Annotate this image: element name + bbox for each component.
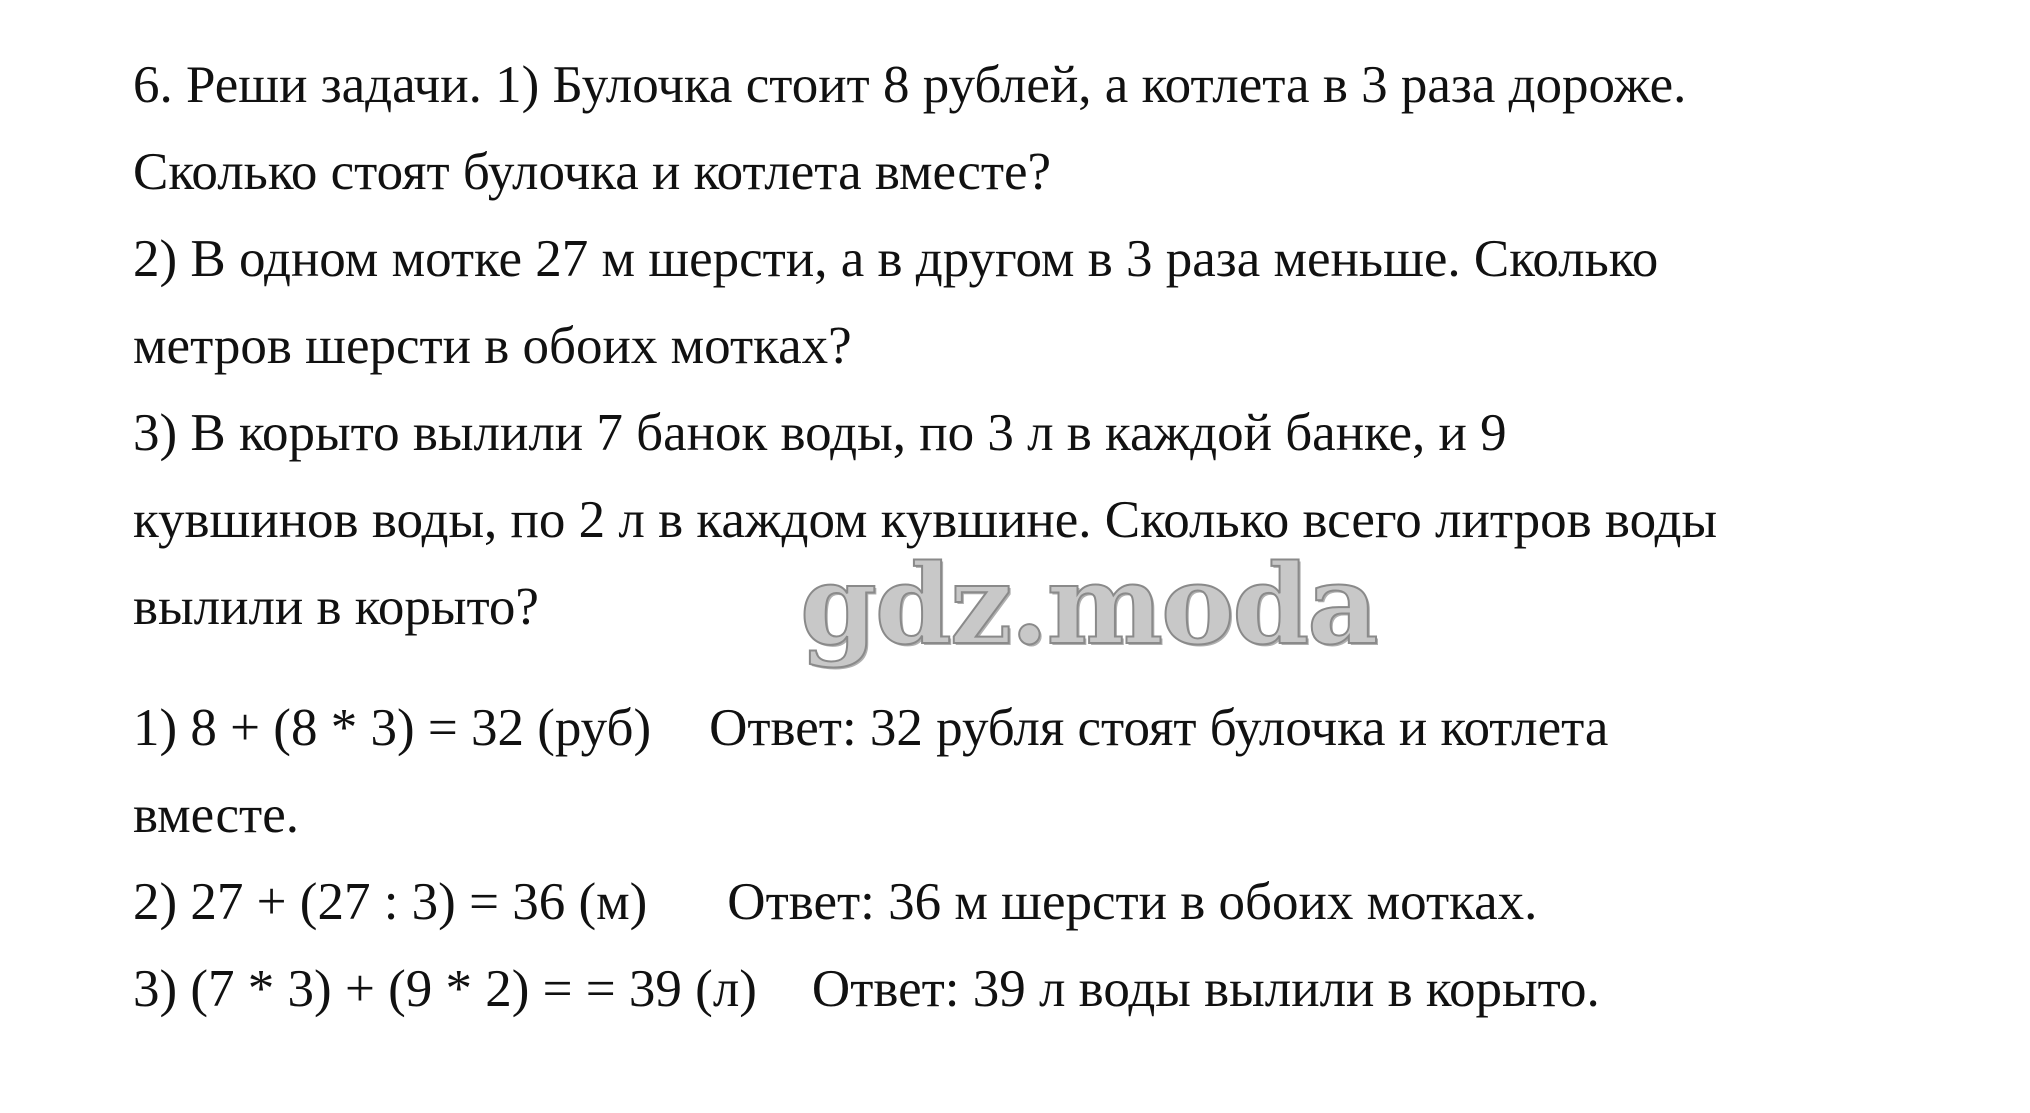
task-line-6: кувшинов воды, по 2 л в каждом кувшине. Сколько всего литров воды — [133, 491, 1718, 549]
solution-1-continuation: вместе. — [133, 786, 299, 844]
task-line-7: вылили в корыто? — [133, 578, 539, 636]
solution-3-expression: 3) (7 * 3) + (9 * 2) = = 39 (л) — [133, 960, 757, 1018]
task-line-2: Сколько стоят булочка и котлета вместе? — [133, 143, 1052, 201]
solution-3-line — [133, 959, 1600, 1019]
solution-2-expression: 2) 27 + (27 : 3) = 36 (м) — [133, 873, 648, 931]
solution-2-answer: Ответ: 36 м шерсти в обоих мотках. — [727, 873, 1538, 931]
task-line-1: 6. Реши задачи. 1) Булочка стоит 8 рублей, а котлета в 3 раза дороже. — [133, 56, 1687, 114]
solution-1-expression: 1) 8 + (8 * 3) = 32 (руб) — [133, 699, 652, 757]
task-line-5: 3) В корыто вылили 7 банок воды, по 3 л в каждой банке, и 9 — [133, 404, 1507, 462]
solution-1-answer: Ответ: 32 рубля стоят булочка и котлета — [709, 699, 1609, 757]
solution-2-line — [133, 872, 1537, 932]
task-line-4: метров шерсти в обоих мотках? — [133, 317, 852, 375]
watermark-logo: gdz.moda — [800, 540, 1377, 669]
solution-1-line — [133, 698, 1608, 758]
task-line-3: 2) В одном мотке 27 м шерсти, а в другом в 3 раза меньше. Сколько — [133, 230, 1659, 288]
solution-3-answer: Ответ: 39 л воды вылили в корыто. — [811, 960, 1600, 1018]
